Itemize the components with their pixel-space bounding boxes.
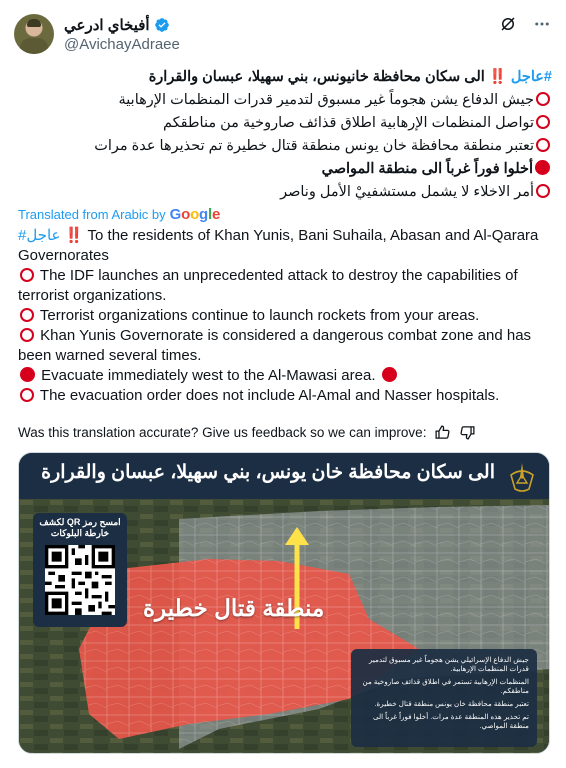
arabic-line-1-text: جيش الدفاع يشن هجوماً غير مسبوق لتدمير قدرات المنظمات الإرهابية — [118, 92, 534, 108]
media-image[interactable] — [18, 452, 550, 754]
header-actions — [498, 14, 552, 34]
verified-badge-icon — [154, 17, 170, 33]
info-line-4: تم تحذير هذه المنطقة عدة مرات. أخلوا فوراً غرباً الى منطقة المواصي. — [372, 712, 529, 730]
red-dot-icon — [535, 160, 550, 175]
translation-line-4-text: Evacuate immediately west to the Al-Mawasi area. — [41, 367, 376, 384]
tweet-header — [14, 10, 552, 58]
red-circle-icon — [536, 184, 550, 198]
qr-code — [45, 545, 115, 615]
qr-code-box[interactable] — [33, 513, 127, 627]
info-line-2: المنظمات الإرهابية تستمر في اطلاق قذائف صاروخية من مناطقكم. — [362, 677, 529, 695]
more-button[interactable] — [532, 14, 552, 34]
translation-feedback — [18, 424, 476, 441]
grok-button[interactable] — [498, 14, 518, 34]
hashtag-link[interactable]: #عاجل — [510, 69, 552, 85]
red-dot-icon — [20, 367, 35, 382]
arabic-line-4-text: أخلوا فوراً غرباً الى منطقة المواصي — [321, 161, 533, 177]
red-circle-icon — [20, 308, 34, 322]
arabic-line-5 — [14, 181, 552, 204]
hashtag-link[interactable]: #عاجل — [18, 227, 61, 244]
avatar[interactable] — [14, 14, 54, 54]
translation-line-2 — [18, 306, 552, 326]
translation-title-line — [18, 226, 552, 266]
google-logo: Google — [169, 206, 221, 223]
display-name[interactable]: أفيخاي ادرعي — [64, 17, 150, 34]
red-circle-icon — [536, 92, 550, 106]
feedback-text: Was this translation accurate? Give us feedback so we can improve: — [18, 425, 427, 440]
more-icon — [533, 15, 551, 33]
red-circle-icon — [20, 328, 34, 342]
tweet-text-arabic — [14, 66, 552, 204]
handle[interactable]: @AvichayAdraee — [64, 36, 180, 53]
arabic-title-line — [14, 66, 552, 89]
translation-title: To the residents of Khan Yunis, Bani Suhaila, Abasan and Al-Qarara Governorates — [18, 227, 539, 264]
translation-line-3 — [18, 326, 552, 366]
translation-line-4 — [18, 366, 552, 386]
translation-line-5 — [18, 386, 552, 406]
media-title: الى سكان محافظة خان يونس، بني سهيلا، عبسان والقرارة — [41, 462, 495, 483]
red-circle-icon — [536, 115, 550, 129]
translation-line-5-text: The evacuation order does not include Al-Amal and Nasser hospitals. — [39, 387, 500, 404]
translation-line-1 — [18, 266, 552, 306]
translated-by[interactable] — [18, 206, 220, 223]
media-banner — [19, 453, 550, 499]
info-line-1: جيش الدفاع الإسرائيلي يشن هجوماً غير مسبوق لتدمير قدرات المنظمات الإرهابية. — [368, 655, 529, 673]
translation-line-2-text: Terrorist organizations continue to launch rockets from your areas. — [39, 307, 480, 324]
arabic-line-5-text: أمر الاخلاء لا يشمل مستشفييْ الأمل وناصر — [280, 184, 534, 200]
thumbs-up-icon[interactable] — [434, 424, 451, 441]
idf-logo-icon — [507, 461, 537, 493]
info-line-3: تعتبر منطقة محافظة خان يونس منطقة قتال خطيرة. — [374, 699, 529, 708]
arabic-line-3 — [14, 135, 552, 158]
red-circle-icon — [20, 268, 34, 282]
red-dot-icon — [382, 367, 397, 382]
arabic-line-1 — [14, 89, 552, 112]
qr-caption: امسح رمز QR لكشف خارطة البلوكات — [39, 517, 121, 538]
arabic-line-4 — [14, 158, 552, 181]
double-exclamation-icon: ‼️ — [488, 69, 507, 85]
arabic-line-2-text: تواصل المنظمات الإرهابية اطلاق قذائف صاروخية من مناطقكم — [163, 115, 534, 131]
translation-line-3-text: Khan Yunis Governorate is considered a dangerous combat zone and has been warned several times. — [18, 327, 532, 364]
arabic-title: الى سكان محافظة خانيونس، بني سهيلا، عبسان والقرارة — [148, 69, 485, 85]
tweet-translation — [18, 226, 552, 406]
grok-icon — [499, 15, 517, 33]
translation-line-1-text: The IDF launches an unprecedented attack to destroy the capabilities of terrorist organizations. — [18, 267, 518, 304]
author-block — [64, 16, 180, 53]
display-name-row — [64, 16, 180, 34]
arabic-line-2 — [14, 112, 552, 135]
danger-zone-label: منطقة قتال خطيرة — [143, 595, 325, 621]
translated-from-label: Translated from Arabic by — [18, 207, 166, 222]
red-circle-icon — [536, 138, 550, 152]
info-box — [351, 649, 537, 747]
double-exclamation-icon: ‼️ — [64, 227, 84, 244]
arabic-line-3-text: تعتبر منطقة محافظة خان يونس منطقة قتال خطيرة تم تحذيرها عدة مرات — [94, 138, 534, 154]
thumbs-down-icon[interactable] — [459, 424, 476, 441]
red-circle-icon — [20, 388, 34, 402]
